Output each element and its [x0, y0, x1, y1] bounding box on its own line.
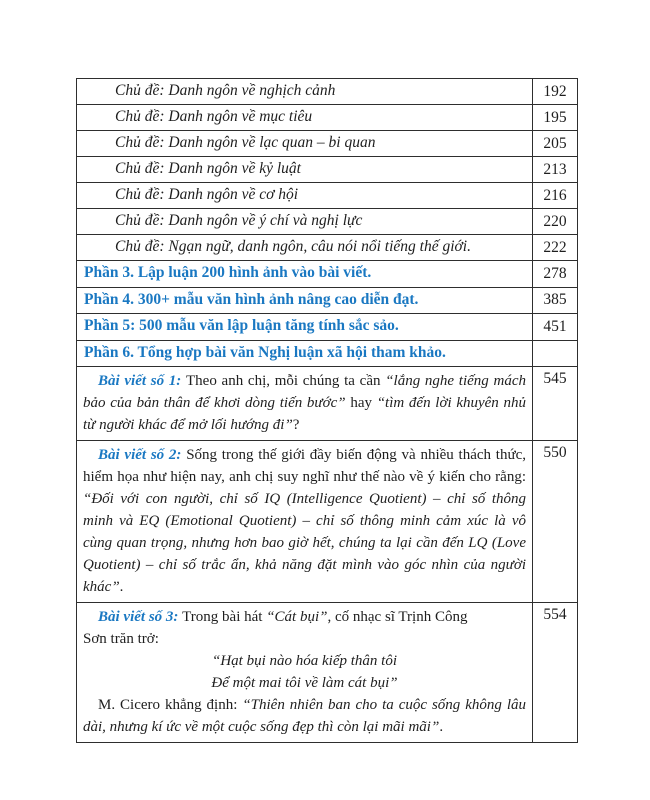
text-segment: ? [292, 417, 300, 433]
toc-page-number: 213 [533, 157, 578, 183]
verse-line [83, 650, 526, 672]
text-segment: , cố nhạc sĩ Trịnh Công [327, 609, 468, 625]
toc-page-number: 550 [533, 441, 578, 603]
toc-topic-text: Chủ đề: Danh ngôn về mục tiêu [77, 105, 533, 131]
toc-topic-text: Chủ đề: Danh ngôn về kỷ luật [77, 157, 533, 183]
table-row [77, 105, 578, 131]
toc-page-number: 205 [533, 131, 578, 157]
toc-topic-text: Chủ đề: Ngạn ngữ, danh ngôn, câu nói nổi tiếng thế giới. [77, 235, 533, 261]
text-segment: “Đối với con người, chỉ số IQ (Intelligence Quotient) – chỉ số thông minh và EQ (Emotional Quotient) – chỉ số thông minh cảm xúc là vô cùng quan trọng, nhưng hơn bao giờ hết, chúng ta lại cần đến LQ (Love Quotient) – chỉ số trắc ẩn, khả năng đặt mình vào góc nhìn của người khác” [83, 491, 526, 595]
toc-page-number: 195 [533, 105, 578, 131]
toc-topic-text: Chủ đề: Danh ngôn về nghịch cảnh [77, 79, 533, 105]
toc-topic-text: Chủ đề: Danh ngôn về cơ hội [77, 183, 533, 209]
toc-section-text: Phần 4. 300+ mẫu văn hình ảnh nâng cao diễn đạt. [77, 287, 533, 314]
table-row [77, 157, 578, 183]
essay-text-block [83, 370, 526, 436]
text-segment: Sống trong thế giới đầy biến động và nhiều thách thức, hiểm họa như hiện nay, anh chị suy nghĩ như thế nào về ý kiến cho rằng: [83, 447, 526, 485]
toc-section-text: Phần 3. Lập luận 200 hình ảnh vào bài viết. [77, 261, 533, 288]
table-row [77, 131, 578, 157]
text-segment: “Hạt bụi nào hóa kiếp thân tôi [212, 653, 397, 669]
table-row [77, 209, 578, 235]
toc-page-number: 220 [533, 209, 578, 235]
verse-line [83, 672, 526, 694]
toc-page-number: 545 [533, 367, 578, 441]
essay-label: Bài viết số 2: [98, 447, 187, 463]
toc-topic-text: Chủ đề: Danh ngôn về lạc quan – bi quan [77, 131, 533, 157]
toc-essay-text [77, 367, 533, 441]
table-row [77, 183, 578, 209]
toc-page-number: 451 [533, 314, 578, 341]
text-segment: Trong bài hát [182, 609, 267, 625]
toc-essay-text [77, 603, 533, 743]
text-segment: “tìm đến lời khuyên nhủ từ người khác để mở lối hướng đi” [83, 395, 526, 433]
toc-body [77, 79, 578, 743]
table-row [77, 603, 578, 743]
table-row [77, 235, 578, 261]
text-segment: . [119, 579, 124, 595]
toc-topic-text: Chủ đề: Danh ngôn về ý chí và nghị lực [77, 209, 533, 235]
essay-label: Bài viết số 1: [98, 373, 187, 389]
table-row [77, 314, 578, 341]
table-row [77, 441, 578, 603]
text-segment: “lắng nghe tiếng mách bảo của bản thân để khơi dòng tiến bước” [83, 373, 526, 411]
toc-page-number [533, 340, 578, 367]
toc-section-text: Phần 6. Tổng hợp bài văn Nghị luận xã hội tham khảo. [77, 340, 533, 367]
table-row [77, 340, 578, 367]
toc-page-number: 385 [533, 287, 578, 314]
toc-page-number: 192 [533, 79, 578, 105]
essay-text-block [83, 606, 526, 628]
text-segment: “Thiên nhiên ban cho ta cuộc sống không lâu dài, nhưng kí ức về một cuộc sống đẹp thì còn lại mãi mãi” [83, 697, 526, 735]
text-segment: M. Cicero khẳng định: [98, 697, 243, 713]
text-segment: hay [345, 395, 377, 411]
table-row [77, 261, 578, 288]
text-segment: Để một mai tôi về làm cát bụi” [211, 675, 398, 691]
toc-page-number: 222 [533, 235, 578, 261]
table-row [77, 287, 578, 314]
text-segment: . [439, 719, 444, 735]
toc-page-number: 554 [533, 603, 578, 743]
toc-table [76, 78, 578, 743]
essay-label: Bài viết số 3: [98, 609, 183, 625]
essay-text-block [83, 694, 526, 738]
toc-section-text: Phần 5: 500 mẫu văn lập luận tăng tính sắc sảo. [77, 314, 533, 341]
essay-text-block [83, 444, 526, 598]
text-segment: Theo anh chị, mỗi chúng ta cần [186, 373, 386, 389]
toc-essay-text [77, 441, 533, 603]
table-row [77, 79, 578, 105]
table-row [77, 367, 578, 441]
text-segment: Sơn trăn trở: [83, 631, 159, 647]
toc-page-number: 278 [533, 261, 578, 288]
text-segment: “Cát bụi” [266, 609, 328, 625]
essay-text-block [83, 628, 526, 650]
toc-page-number: 216 [533, 183, 578, 209]
